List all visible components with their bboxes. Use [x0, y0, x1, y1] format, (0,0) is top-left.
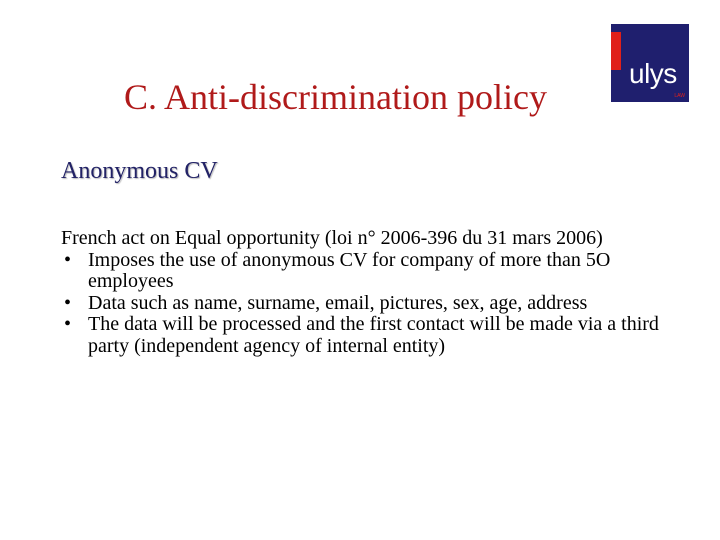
bullet-text: Imposes the use of anonymous CV for company of more than 5O employees [88, 248, 611, 292]
slide-title: C. Anti-discrimination policy [124, 77, 547, 117]
logo-red-bar [611, 32, 621, 70]
bullet-item [61, 293, 661, 315]
logo-subtext: LAW [674, 93, 685, 99]
logo-text: ulys [629, 58, 677, 89]
slide-subtitle: Anonymous CV [61, 158, 218, 184]
intro-paragraph: French act on Equal opportunity (loi n° 2006-396 du 31 mars 2006) [61, 227, 603, 249]
bullet-dot-icon: • [64, 291, 72, 314]
bullet-dot-icon: • [64, 248, 72, 271]
bullet-dot-icon: • [64, 313, 72, 335]
ulys-logo [611, 24, 689, 102]
bullet-text: Data such as name, surname, email, pictures, sex, age, address [88, 291, 588, 314]
bullet-text: The data will be processed and the first contact will be made via a third party (independent agency of internal entity) [88, 313, 659, 357]
bullet-list [61, 250, 661, 358]
slide-body [61, 228, 661, 357]
bullet-item [61, 314, 661, 357]
bullet-item [61, 250, 661, 293]
